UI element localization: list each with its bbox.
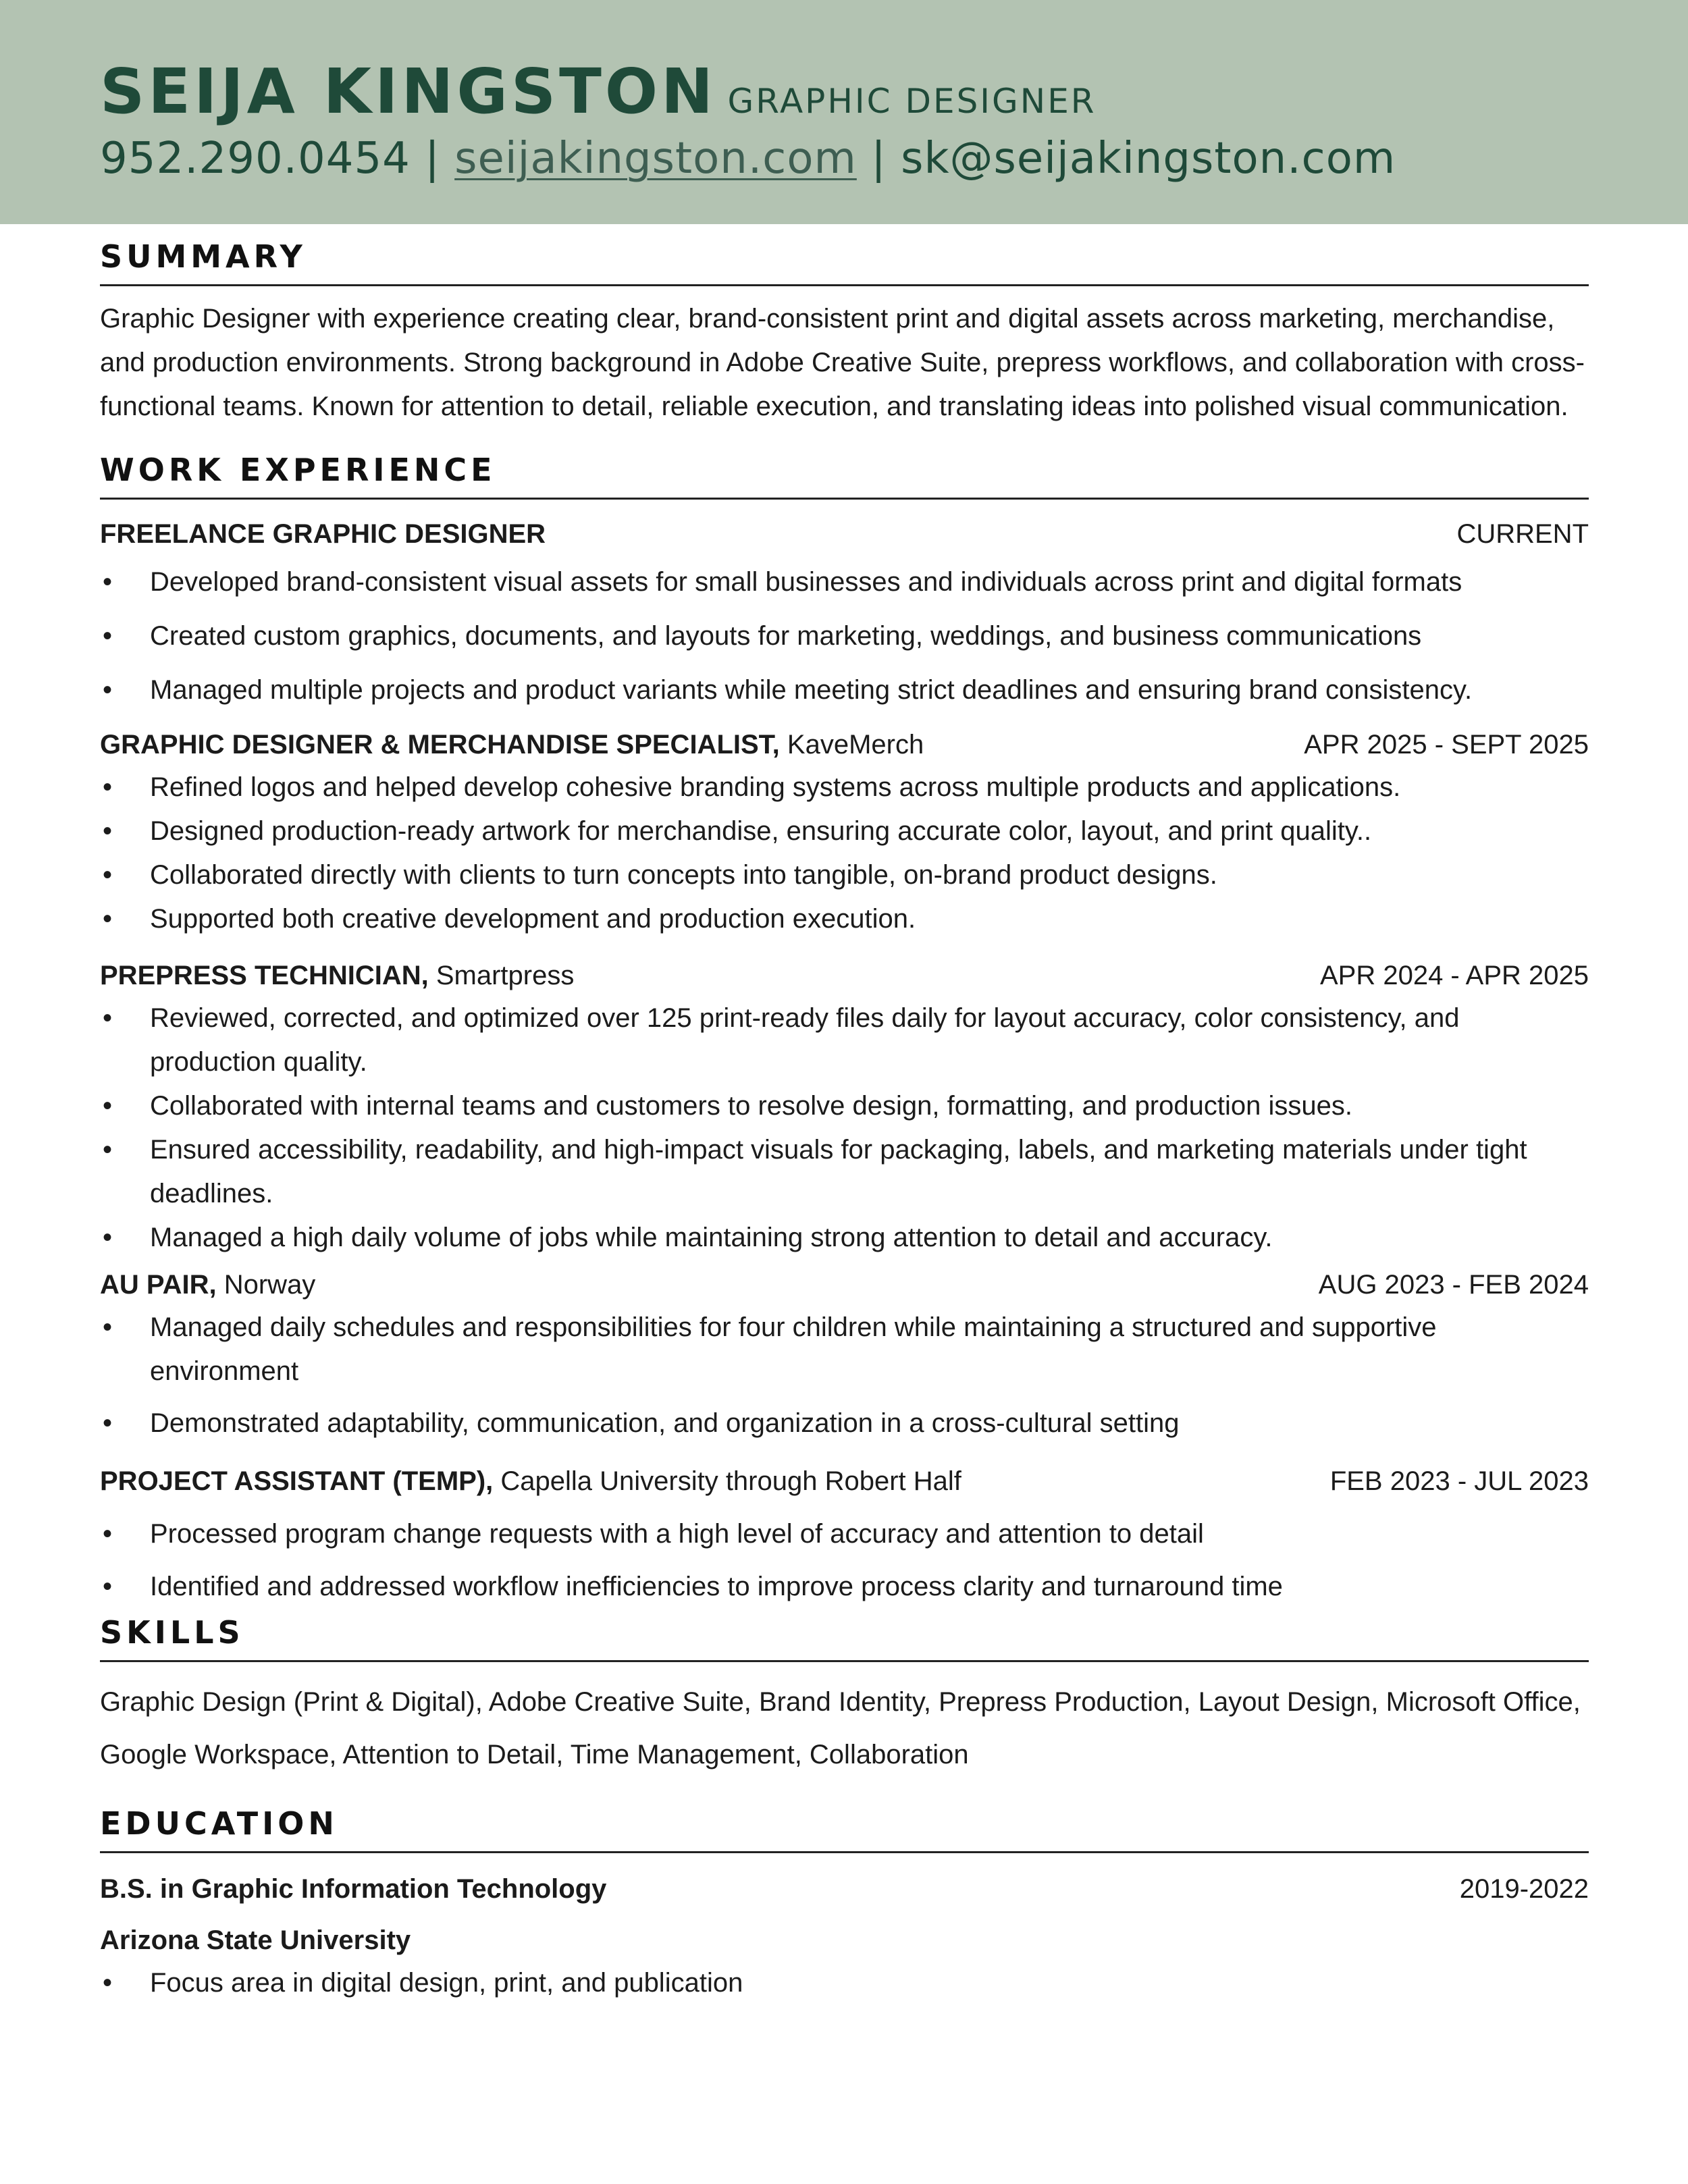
- list-item: • Focus area in digital design, print, and publication: [100, 1961, 1589, 2005]
- skills-heading: SKILLS: [100, 1613, 1589, 1662]
- education-heading: EDUCATION: [100, 1804, 1589, 1853]
- job-company: Smartpress: [428, 961, 575, 990]
- list-item: • Supported both creative development and production execution.: [100, 897, 1589, 941]
- education-bullets: [100, 1961, 1589, 2005]
- job-header: [100, 1460, 1589, 1502]
- job-dates: APR 2025 - SEPT 2025: [1304, 730, 1589, 760]
- name-line: [100, 55, 1097, 128]
- job-dates: CURRENT: [1456, 519, 1589, 549]
- list-item: • Collaborated directly with clients to turn concepts into tangible, on-brand product designs.: [100, 853, 1589, 897]
- job-bullets: [100, 1508, 1589, 1613]
- job-entry: [100, 1264, 1589, 1445]
- job-role: PROJECT ASSISTANT (TEMP),: [100, 1466, 494, 1496]
- email-address[interactable]: sk@seijakingston.com: [901, 134, 1396, 184]
- job-entry: [100, 955, 1589, 1260]
- list-item: • Refined logos and helped develop cohesive branding systems across multiple products and applications.: [100, 766, 1589, 809]
- job-bullets: [100, 996, 1589, 1260]
- list-item: • Created custom graphics, documents, and layouts for marketing, weddings, and business communications: [100, 609, 1589, 663]
- list-item: • Processed program change requests with a high level of accuracy and attention to detail: [100, 1508, 1589, 1560]
- job-role: PREPRESS TECHNICIAN,: [100, 961, 429, 990]
- phone-number: 952.290.0454: [100, 134, 411, 184]
- candidate-name: SEIJA KINGSTON: [100, 55, 717, 128]
- job-entry: [100, 724, 1589, 941]
- job-dates: FEB 2023 - JUL 2023: [1329, 1466, 1589, 1496]
- job-dates: APR 2024 - APR 2025: [1319, 961, 1589, 990]
- degree: B.S. in Graphic Information Technology: [100, 1874, 607, 1904]
- school-name: Arizona State University: [100, 1925, 411, 1955]
- job-role: AU PAIR,: [100, 1270, 217, 1300]
- contact-separator: |: [856, 134, 901, 184]
- candidate-title: GRAPHIC DESIGNER: [727, 82, 1097, 121]
- job-company: KaveMerch: [779, 730, 924, 760]
- website-link[interactable]: seijakingston.com: [454, 134, 857, 184]
- job-header: [100, 724, 1589, 766]
- list-item: • Managed a high daily volume of jobs while maintaining strong attention to detail and accuracy.: [100, 1216, 1589, 1260]
- job-entry: [100, 1460, 1589, 1613]
- list-item: • Developed brand-consistent visual assets for small businesses and individuals across print and digital formats: [100, 555, 1589, 609]
- job-company: Capella University through Robert Half: [493, 1466, 961, 1496]
- education-degree-row: [100, 1868, 1589, 1910]
- list-item: • Managed multiple projects and product variants while meeting strict deadlines and ensuring brand consistency.: [100, 663, 1589, 717]
- summary-text: Graphic Designer with experience creating clear, brand-consistent print and digital assets across marketing, merchandise, and production environments. Strong background in Adobe Creative Suite, prepress workflows, and collaboration with cross-functional teams. Known for attention to detail, reliable execution, and translating ideas into polished visual communication.: [100, 304, 1585, 421]
- job-role: FREELANCE GRAPHIC DESIGNER: [100, 519, 546, 549]
- contact-line: [100, 134, 1396, 184]
- list-item: • Demonstrated adaptability, communication, and organization in a cross-cultural setting: [100, 1402, 1589, 1445]
- summary-heading: SUMMARY: [100, 237, 1589, 286]
- job-bullets: [100, 1306, 1589, 1445]
- work-experience-heading: WORK EXPERIENCE: [100, 450, 1589, 500]
- contact-separator: |: [410, 134, 455, 184]
- education-dates: 2019-2022: [1459, 1874, 1589, 1904]
- header-banner: [0, 0, 1688, 224]
- list-item: • Identified and addressed workflow inefficiencies to improve process clarity and turnaround time: [100, 1560, 1589, 1613]
- list-item: • Designed production-ready artwork for merchandise, ensuring accurate color, layout, and print quality..: [100, 809, 1589, 853]
- job-header: [100, 513, 1589, 555]
- job-dates: AUG 2023 - FEB 2024: [1318, 1270, 1589, 1300]
- job-header: [100, 955, 1589, 996]
- job-bullets: [100, 766, 1589, 941]
- job-company: Norway: [216, 1270, 316, 1300]
- list-item: • Managed daily schedules and responsibilities for four children while maintaining a structured and supportive environment: [100, 1306, 1589, 1393]
- job-entry: [100, 513, 1589, 717]
- job-header: [100, 1264, 1589, 1306]
- job-role: GRAPHIC DESIGNER & MERCHANDISE SPECIALIST,: [100, 730, 780, 760]
- list-item: • Ensured accessibility, readability, and high-impact visuals for packaging, labels, and marketing materials under tight deadlines.: [100, 1128, 1589, 1216]
- resume-body: [100, 224, 1589, 2005]
- job-bullets: [100, 555, 1589, 717]
- list-item: • Collaborated with internal teams and customers to resolve design, formatting, and production issues.: [100, 1084, 1589, 1128]
- skills-text: Graphic Design (Print & Digital), Adobe Creative Suite, Brand Identity, Prepress Production, Layout Design, Microsoft Office, Google Workspace, Attention to Detail, Time Management, Collaboration: [100, 1687, 1581, 1769]
- list-item: • Reviewed, corrected, and optimized over 125 print-ready files daily for layout accuracy, color consistency, and production quality.: [100, 996, 1589, 1084]
